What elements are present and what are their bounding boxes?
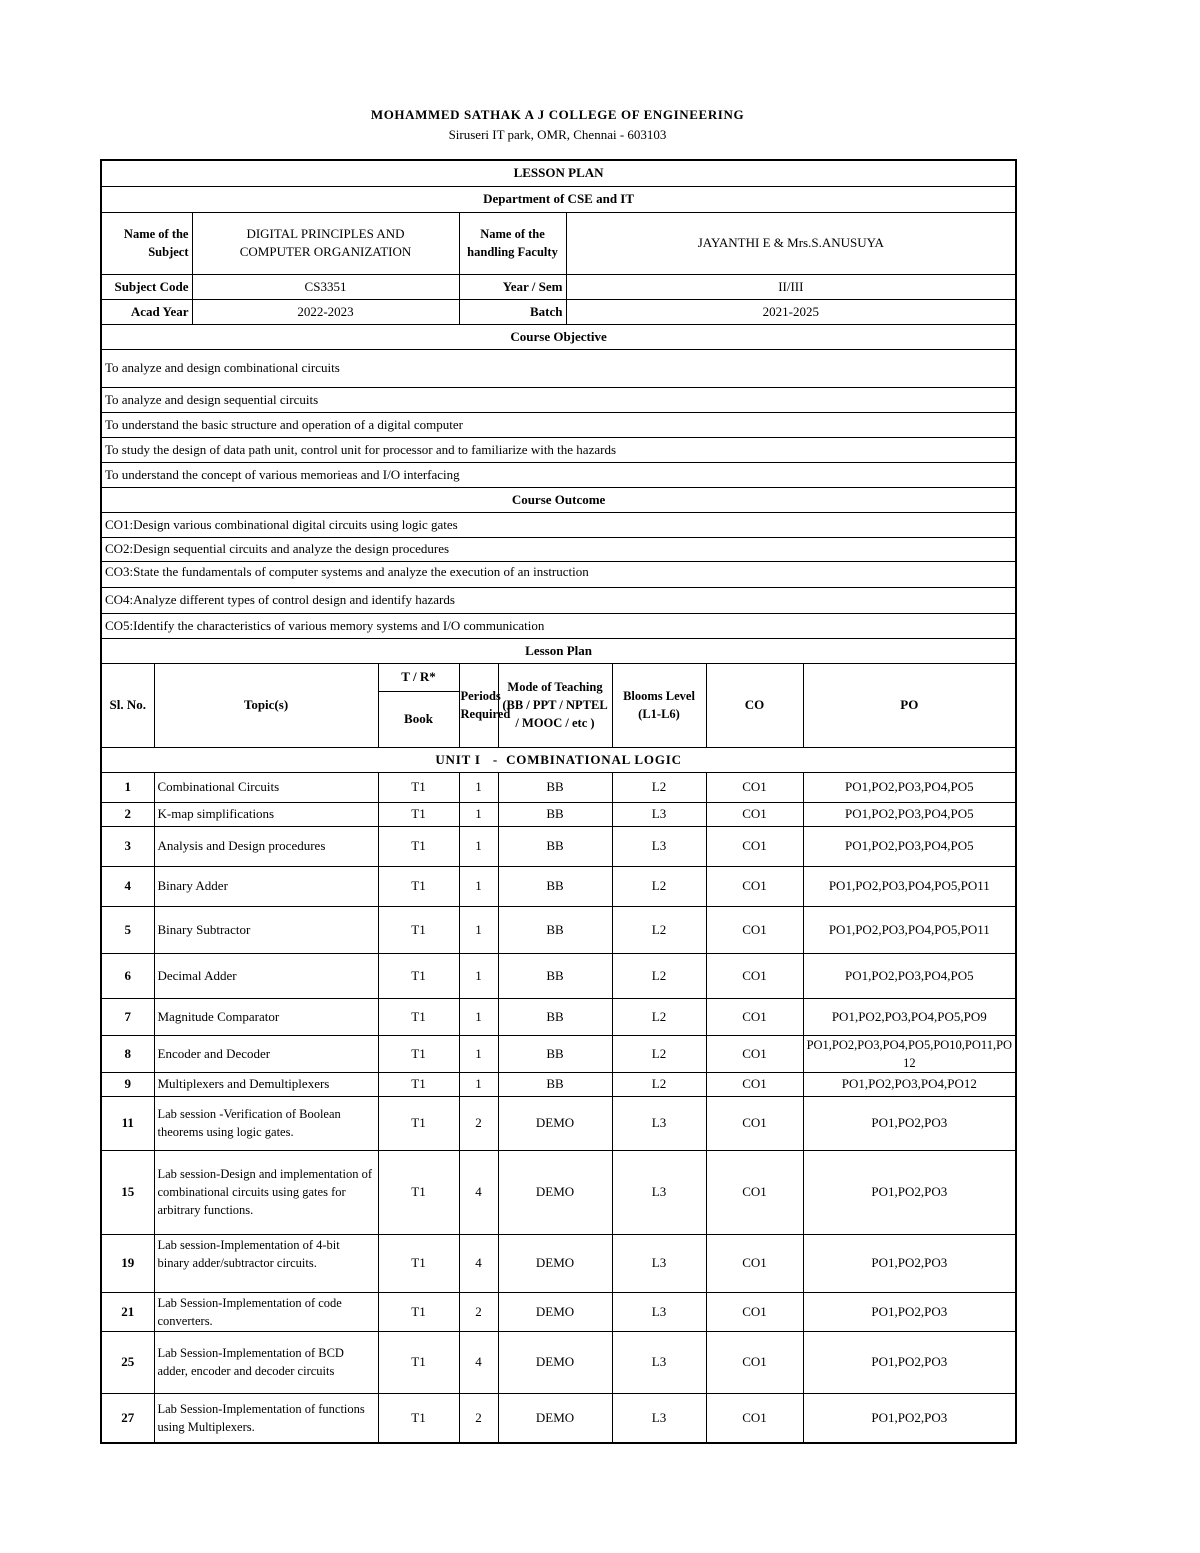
row-level: L2 xyxy=(612,866,706,906)
row-book: T1 xyxy=(378,906,459,953)
row-mode: BB xyxy=(498,953,612,998)
table-row xyxy=(101,1234,1016,1292)
row-level: L3 xyxy=(612,1331,706,1393)
row-topic: Analysis and Design procedures xyxy=(154,826,378,866)
row-periods: 1 xyxy=(459,866,498,906)
row-co: CO1 xyxy=(706,866,803,906)
row-topic: Combinational Circuits xyxy=(154,772,378,802)
row-periods: 1 xyxy=(459,953,498,998)
row-number: 3 xyxy=(101,826,154,866)
row-topic: Lab Session-Implementation of functions using Multiplexers. xyxy=(154,1393,378,1443)
row-co: CO1 xyxy=(706,998,803,1035)
row-book: T1 xyxy=(378,772,459,802)
row-periods: 4 xyxy=(459,1331,498,1393)
table-row xyxy=(101,826,1016,866)
row-number: 6 xyxy=(101,953,154,998)
table-row xyxy=(101,1035,1016,1072)
row-po: PO1,PO2,PO3,PO4,PO5,PO11 xyxy=(803,906,1016,953)
row-book: T1 xyxy=(378,866,459,906)
row-co: CO1 xyxy=(706,1072,803,1096)
row-po: PO1,PO2,PO3 xyxy=(803,1331,1016,1393)
row-book: T1 xyxy=(378,1096,459,1150)
unit-heading: UNIT I - COMBINATIONAL LOGIC xyxy=(101,747,1016,772)
outcome-item: CO2:Design sequential circuits and analyze the design procedures xyxy=(101,537,1016,561)
row-co: CO1 xyxy=(706,1234,803,1292)
row-book: T1 xyxy=(378,802,459,826)
row-periods: 2 xyxy=(459,1096,498,1150)
row-co: CO1 xyxy=(706,1393,803,1443)
row-po: PO1,PO2,PO3,PO4,PO5,PO10,PO11,PO12 xyxy=(803,1035,1016,1072)
row-co: CO1 xyxy=(706,802,803,826)
outcome-item: CO1:Design various combinational digital circuits using logic gates xyxy=(101,512,1016,537)
row-po: PO1,PO2,PO3,PO4,PO5 xyxy=(803,826,1016,866)
row-level: L3 xyxy=(612,802,706,826)
row-mode: DEMO xyxy=(498,1234,612,1292)
row-co: CO1 xyxy=(706,826,803,866)
row-number: 7 xyxy=(101,998,154,1035)
row-level: L3 xyxy=(612,1234,706,1292)
subject-name-label: Name of the Subject xyxy=(101,212,192,274)
row-level: L2 xyxy=(612,1035,706,1072)
row-number: 15 xyxy=(101,1150,154,1234)
row-level: L2 xyxy=(612,1072,706,1096)
row-periods: 4 xyxy=(459,1150,498,1234)
table-row xyxy=(101,906,1016,953)
row-mode: DEMO xyxy=(498,1150,612,1234)
table-row xyxy=(101,1393,1016,1443)
row-number: 27 xyxy=(101,1393,154,1443)
row-co: CO1 xyxy=(706,1035,803,1072)
table-row xyxy=(101,1072,1016,1096)
row-po: PO1,PO2,PO3,PO4,PO5 xyxy=(803,953,1016,998)
row-level: L3 xyxy=(612,1150,706,1234)
table-row xyxy=(101,772,1016,802)
row-mode: DEMO xyxy=(498,1331,612,1393)
row-po: PO1,PO2,PO3 xyxy=(803,1150,1016,1234)
row-periods: 1 xyxy=(459,998,498,1035)
row-level: L2 xyxy=(612,772,706,802)
row-book: T1 xyxy=(378,1234,459,1292)
row-mode: BB xyxy=(498,998,612,1035)
row-mode: BB xyxy=(498,772,612,802)
col-slno: Sl. No. xyxy=(101,663,154,747)
col-blooms: Blooms Level (L1-L6) xyxy=(612,663,706,747)
batch-value: 2021-2025 xyxy=(566,299,1016,324)
lesson-plan-heading: Lesson Plan xyxy=(101,638,1016,663)
lesson-plan-title: LESSON PLAN xyxy=(101,160,1016,186)
row-po: PO1,PO2,PO3 xyxy=(803,1234,1016,1292)
row-periods: 1 xyxy=(459,802,498,826)
row-book: T1 xyxy=(378,1331,459,1393)
row-topic: Lab session -Verification of Boolean theorems using logic gates. xyxy=(154,1096,378,1150)
department-label: Department of CSE and IT xyxy=(101,186,1016,212)
row-number: 11 xyxy=(101,1096,154,1150)
row-number: 5 xyxy=(101,906,154,953)
table-row xyxy=(101,953,1016,998)
row-number: 4 xyxy=(101,866,154,906)
row-topic: Binary Adder xyxy=(154,866,378,906)
table-row xyxy=(101,1150,1016,1234)
table-row xyxy=(101,998,1016,1035)
row-po: PO1,PO2,PO3,PO4,PO5,PO9 xyxy=(803,998,1016,1035)
row-periods: 1 xyxy=(459,1072,498,1096)
row-number: 21 xyxy=(101,1292,154,1331)
row-mode: BB xyxy=(498,826,612,866)
row-topic: Lab session-Design and implementation of combinational circuits using gates for arbitrary functions. xyxy=(154,1150,378,1234)
acad-year-label: Acad Year xyxy=(101,299,192,324)
row-number: 25 xyxy=(101,1331,154,1393)
row-po: PO1,PO2,PO3,PO4,PO5 xyxy=(803,772,1016,802)
row-topic: Binary Subtractor xyxy=(154,906,378,953)
subject-code-label: Subject Code xyxy=(101,274,192,299)
lesson-plan-table xyxy=(100,159,1017,1444)
row-topic: Lab session-Implementation of 4-bit binary adder/subtractor circuits. xyxy=(154,1234,378,1292)
col-periods: Periods Required xyxy=(459,663,498,747)
objective-item: To understand the concept of various memorieas and I/O interfacing xyxy=(101,462,1016,487)
row-number: 9 xyxy=(101,1072,154,1096)
row-mode: BB xyxy=(498,1035,612,1072)
objective-item: To analyze and design combinational circuits xyxy=(101,349,1016,387)
row-topic: Multiplexers and Demultiplexers xyxy=(154,1072,378,1096)
row-topic: Lab Session-Implementation of code converters. xyxy=(154,1292,378,1331)
table-row xyxy=(101,1096,1016,1150)
row-book: T1 xyxy=(378,1393,459,1443)
row-co: CO1 xyxy=(706,1096,803,1150)
objective-item: To analyze and design sequential circuits xyxy=(101,387,1016,412)
row-mode: BB xyxy=(498,866,612,906)
row-mode: BB xyxy=(498,1072,612,1096)
row-topic: Encoder and Decoder xyxy=(154,1035,378,1072)
row-periods: 4 xyxy=(459,1234,498,1292)
course-outcome-heading: Course Outcome xyxy=(101,487,1016,512)
subject-name-value: DIGITAL PRINCIPLES AND COMPUTER ORGANIZATION xyxy=(192,212,459,274)
row-level: L2 xyxy=(612,998,706,1035)
row-book: T1 xyxy=(378,1292,459,1331)
row-po: PO1,PO2,PO3 xyxy=(803,1292,1016,1331)
year-sem-label: Year / Sem xyxy=(459,274,566,299)
college-name: MOHAMMED SATHAK A J COLLEGE OF ENGINEERING xyxy=(370,107,745,122)
row-po: PO1,PO2,PO3,PO4,PO12 xyxy=(803,1072,1016,1096)
table-row xyxy=(101,1331,1016,1393)
row-po: PO1,PO2,PO3,PO4,PO5,PO11 xyxy=(803,866,1016,906)
row-co: CO1 xyxy=(706,1150,803,1234)
row-co: CO1 xyxy=(706,953,803,998)
row-mode: BB xyxy=(498,906,612,953)
faculty-value: JAYANTHI E & Mrs.S.ANUSUYA xyxy=(566,212,1016,274)
year-sem-value: II/III xyxy=(566,274,1016,299)
row-mode: DEMO xyxy=(498,1292,612,1331)
row-number: 2 xyxy=(101,802,154,826)
acad-year-value: 2022-2023 xyxy=(192,299,459,324)
objective-item: To understand the basic structure and operation of a digital computer xyxy=(101,412,1016,437)
row-level: L2 xyxy=(612,906,706,953)
subject-code-value: CS3351 xyxy=(192,274,459,299)
faculty-label: Name of the handling Faculty xyxy=(459,212,566,274)
col-po: PO xyxy=(803,663,1016,747)
outcome-item: CO3:State the fundamentals of computer systems and analyze the execution of an instruction xyxy=(101,561,1016,587)
row-mode: DEMO xyxy=(498,1393,612,1443)
outcome-item: CO5:Identify the characteristics of various memory systems and I/O communication xyxy=(101,613,1016,638)
row-periods: 1 xyxy=(459,826,498,866)
row-po: PO1,PO2,PO3,PO4,PO5 xyxy=(803,802,1016,826)
col-tr: T / R* xyxy=(378,663,459,691)
row-book: T1 xyxy=(378,826,459,866)
row-periods: 2 xyxy=(459,1292,498,1331)
batch-label: Batch xyxy=(459,299,566,324)
row-book: T1 xyxy=(378,953,459,998)
row-level: L3 xyxy=(612,1096,706,1150)
col-mode: Mode of Teaching (BB / PPT / NPTEL / MOOC / etc ) xyxy=(498,663,612,747)
col-topic: Topic(s) xyxy=(154,663,378,747)
row-level: L3 xyxy=(612,1292,706,1331)
table-row xyxy=(101,866,1016,906)
row-topic: K-map simplifications xyxy=(154,802,378,826)
objective-item: To study the design of data path unit, control unit for processor and to familiarize with the hazards xyxy=(101,437,1016,462)
row-co: CO1 xyxy=(706,1331,803,1393)
row-periods: 2 xyxy=(459,1393,498,1443)
row-co: CO1 xyxy=(706,1292,803,1331)
row-po: PO1,PO2,PO3 xyxy=(803,1393,1016,1443)
outcome-item: CO4:Analyze different types of control design and identify hazards xyxy=(101,587,1016,613)
row-periods: 1 xyxy=(459,772,498,802)
college-address: Siruseri IT park, OMR, Chennai - 603103 xyxy=(448,127,667,142)
col-co: CO xyxy=(706,663,803,747)
row-periods: 1 xyxy=(459,906,498,953)
course-objective-heading: Course Objective xyxy=(101,324,1016,349)
row-po: PO1,PO2,PO3 xyxy=(803,1096,1016,1150)
table-row xyxy=(101,802,1016,826)
row-topic: Magnitude Comparator xyxy=(154,998,378,1035)
row-book: T1 xyxy=(378,1150,459,1234)
table-row xyxy=(101,1292,1016,1331)
row-mode: DEMO xyxy=(498,1096,612,1150)
row-number: 8 xyxy=(101,1035,154,1072)
row-level: L3 xyxy=(612,826,706,866)
row-book: T1 xyxy=(378,998,459,1035)
row-topic: Decimal Adder xyxy=(154,953,378,998)
row-co: CO1 xyxy=(706,906,803,953)
row-level: L2 xyxy=(612,953,706,998)
row-topic: Lab Session-Implementation of BCD adder, encoder and decoder circuits xyxy=(154,1331,378,1393)
col-book: Book xyxy=(378,691,459,747)
row-co: CO1 xyxy=(706,772,803,802)
row-number: 19 xyxy=(101,1234,154,1292)
row-mode: BB xyxy=(498,802,612,826)
row-book: T1 xyxy=(378,1035,459,1072)
row-number: 1 xyxy=(101,772,154,802)
row-periods: 1 xyxy=(459,1035,498,1072)
row-level: L3 xyxy=(612,1393,706,1443)
row-book: T1 xyxy=(378,1072,459,1096)
